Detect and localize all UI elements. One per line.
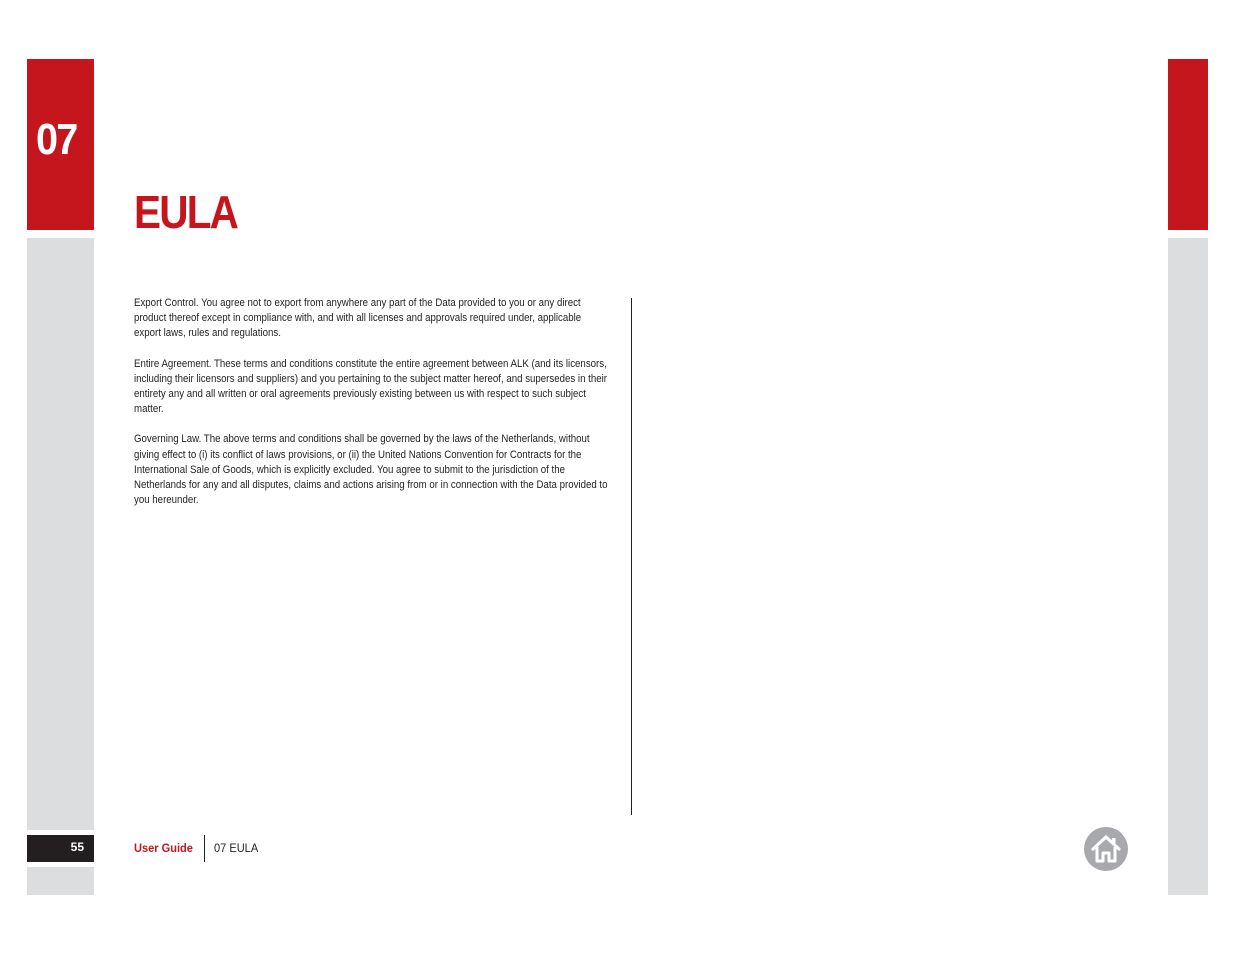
paragraph-entire-agreement: Entire Agreement. These terms and conditions constitute the entire agreement between ALK (and its licensors, including their licensors and suppliers) and you pertaining to the subject matter hereof, and supersedes in their entirety any and all written or oral agreements previously existing between us with respect to such subject matter. (134, 357, 607, 416)
chapter-number: 07 (36, 115, 77, 164)
left-sidebar-bar-bottom (27, 867, 94, 895)
right-accent-bar (1168, 59, 1208, 230)
home-button[interactable] (1084, 827, 1128, 871)
column-divider (631, 298, 632, 815)
paragraph-export-control: Export Control. You agree not to export from anywhere any part of the Data provided to you or any direct product thereof except in compliance with, and with all licenses and approvals required under, applicable export laws, rules and regulations. (134, 297, 582, 340)
page-title: EULA (134, 186, 238, 238)
left-sidebar-bar (27, 238, 94, 830)
home-icon (1084, 827, 1128, 871)
right-sidebar-bar (1168, 238, 1208, 895)
page-number-box (27, 835, 94, 862)
footer-divider (204, 835, 205, 862)
footer-section-label: 07 EULA (214, 841, 259, 855)
page-number: 55 (70, 840, 84, 854)
paragraph-governing-law: Governing Law. The above terms and conditions shall be governed by the laws of the Netherlands, without giving effect to (i) its conflict of laws provisions, or (ii) the United Nations Convention for Contracts for the International Sale of Goods, which is explicitly excluded. You agree to submit to the jurisdiction of the Netherlands for any and all disputes, claims and actions arising from or in connection with the Data provided to you hereunder. (134, 433, 608, 507)
body-text (134, 296, 609, 523)
footer-guide-label: User Guide (134, 841, 193, 855)
